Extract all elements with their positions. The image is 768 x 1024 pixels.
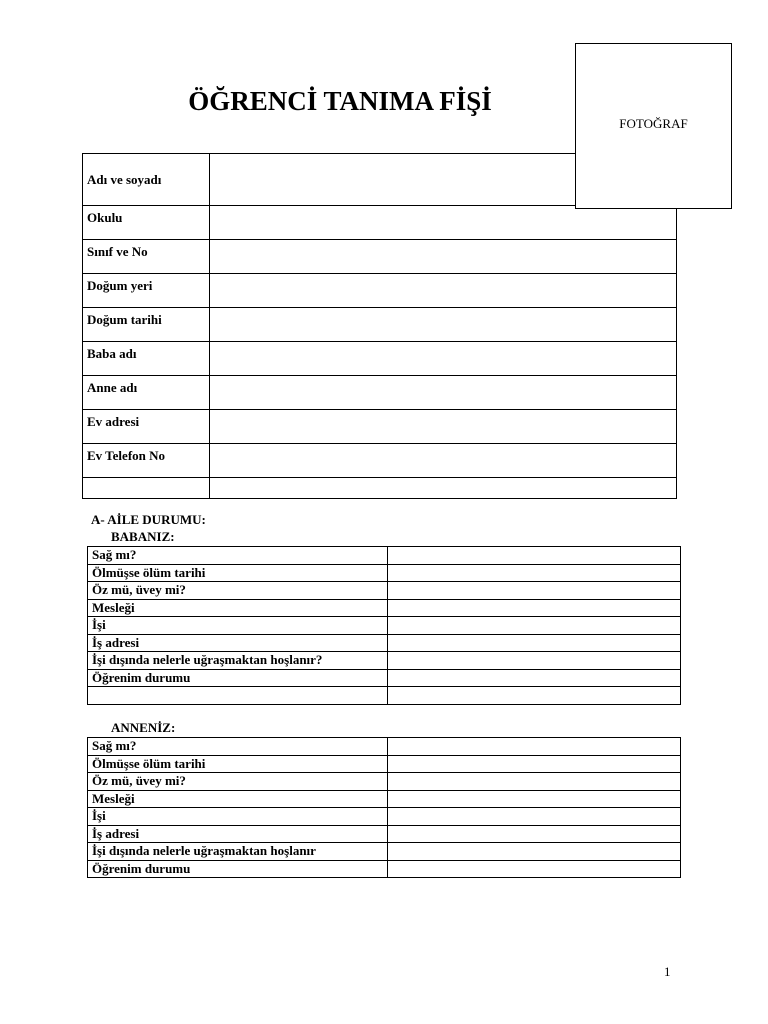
field-label: Öğrenim durumu (88, 860, 388, 878)
field-label: İş adresi (88, 634, 388, 652)
table-row (83, 410, 677, 444)
field-label: Öğrenim durumu (88, 669, 388, 687)
field-value[interactable] (388, 599, 681, 617)
field-label: Öz mü, üvey mi? (88, 582, 388, 600)
field-value[interactable] (210, 444, 677, 478)
table-row (88, 790, 681, 808)
field-value[interactable] (388, 738, 681, 756)
table-row (88, 755, 681, 773)
field-label: Ev Telefon No (83, 444, 210, 478)
photo-label: FOTOĞRAF (619, 116, 688, 131)
field-label: Adı ve soyadı (83, 154, 210, 206)
field-value[interactable] (388, 687, 681, 705)
table-row (88, 687, 681, 705)
field-label (88, 687, 388, 705)
field-value[interactable] (388, 547, 681, 565)
field-value[interactable] (388, 843, 681, 861)
field-value[interactable] (210, 274, 677, 308)
family-section-heading: A- AİLE DURUMU: (91, 512, 206, 527)
father-heading: BABANIZ: (111, 529, 175, 544)
father-table (87, 546, 681, 705)
field-label: Doğum tarihi (83, 308, 210, 342)
table-row (88, 860, 681, 878)
table-row (88, 843, 681, 861)
table-row (83, 206, 677, 240)
field-value[interactable] (388, 773, 681, 791)
field-label (83, 478, 210, 499)
field-value[interactable] (388, 790, 681, 808)
field-label: Okulu (83, 206, 210, 240)
table-row (88, 617, 681, 635)
table-row (88, 547, 681, 565)
table-row (83, 342, 677, 376)
field-value[interactable] (210, 240, 677, 274)
field-label: İş adresi (88, 825, 388, 843)
field-label: İşi (88, 617, 388, 635)
field-label: Doğum yeri (83, 274, 210, 308)
table-row (88, 825, 681, 843)
field-value[interactable] (388, 617, 681, 635)
table-row (88, 652, 681, 670)
form-title: ÖĞRENCİ TANIMA FİŞİ (188, 86, 492, 116)
field-label: Sınıf ve No (83, 240, 210, 274)
table-row (83, 478, 677, 499)
field-label: Mesleği (88, 599, 388, 617)
field-value[interactable] (388, 808, 681, 826)
mother-table (87, 737, 681, 878)
photo-box (575, 43, 732, 209)
field-label: Ölmüşse ölüm tarihi (88, 564, 388, 582)
table-row (83, 376, 677, 410)
field-label: Ölmüşse ölüm tarihi (88, 755, 388, 773)
field-value[interactable] (210, 206, 677, 240)
field-value[interactable] (210, 342, 677, 376)
field-label: Sağ mı? (88, 547, 388, 565)
field-label: İşi (88, 808, 388, 826)
field-value[interactable] (388, 564, 681, 582)
field-value[interactable] (210, 376, 677, 410)
field-value[interactable] (210, 308, 677, 342)
field-value[interactable] (210, 410, 677, 444)
field-label: Baba adı (83, 342, 210, 376)
field-value[interactable] (388, 634, 681, 652)
table-row (83, 444, 677, 478)
field-value[interactable] (388, 755, 681, 773)
table-row (83, 308, 677, 342)
table-row (88, 808, 681, 826)
field-label: İşi dışında nelerle uğraşmaktan hoşlanır? (88, 652, 388, 670)
mother-heading: ANNENİZ: (111, 720, 176, 735)
table-row (88, 669, 681, 687)
page-number: 1 (664, 964, 671, 979)
table-row (88, 634, 681, 652)
field-label: Sağ mı? (88, 738, 388, 756)
field-label: Ev adresi (83, 410, 210, 444)
table-row (88, 582, 681, 600)
field-value[interactable] (388, 582, 681, 600)
table-row (88, 564, 681, 582)
field-label: Anne adı (83, 376, 210, 410)
table-row (83, 274, 677, 308)
field-value[interactable] (210, 478, 677, 499)
field-value[interactable] (388, 825, 681, 843)
field-value[interactable] (388, 860, 681, 878)
field-label: Öz mü, üvey mi? (88, 773, 388, 791)
field-value[interactable] (388, 652, 681, 670)
field-label: Mesleği (88, 790, 388, 808)
table-row (88, 773, 681, 791)
field-label: İşi dışında nelerle uğraşmaktan hoşlanır (88, 843, 388, 861)
table-row (88, 738, 681, 756)
table-row (88, 599, 681, 617)
field-value[interactable] (388, 669, 681, 687)
table-row (83, 240, 677, 274)
